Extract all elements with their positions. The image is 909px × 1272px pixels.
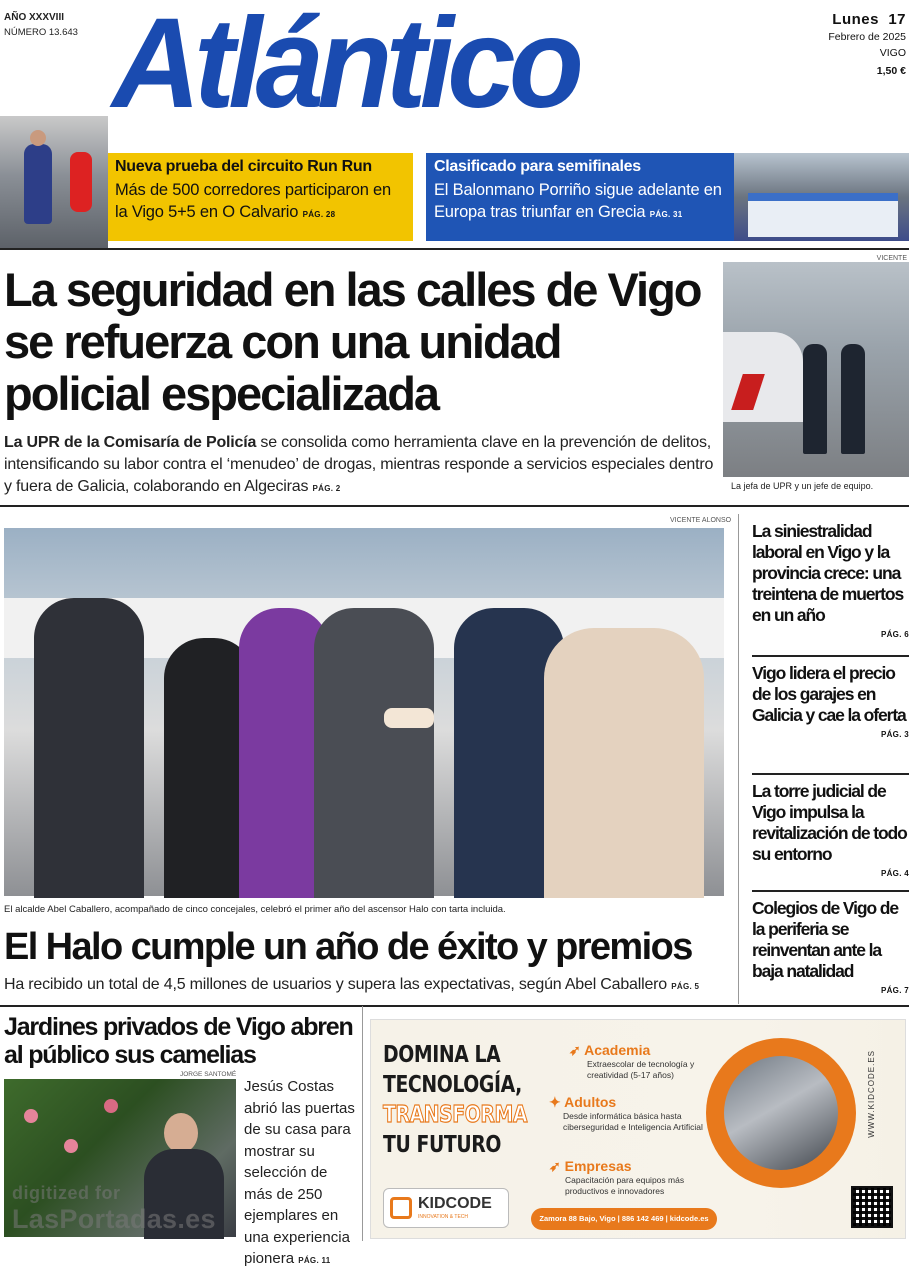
- kidcode-ad[interactable]: [370, 1019, 906, 1239]
- edition-year: AÑO XXXVIII: [4, 12, 65, 23]
- kidcode-logo-icon: [390, 1197, 412, 1219]
- camelias-text: Jesús Costas abrió las puertas de su casa para mostrar su selección de más de 250 ejemplares en una experiencia pionera PÁG. 11: [244, 1078, 355, 1267]
- qr-code-icon: [851, 1186, 893, 1228]
- ad-brand-name: KIDCODE: [418, 1195, 492, 1212]
- bulb-icon: ✦: [549, 1094, 561, 1110]
- promo-balonmano[interactable]: [426, 153, 734, 241]
- promo-balonmano-page: PÁG. 31: [649, 210, 683, 219]
- sidebar-item-page: PÁG. 3: [880, 730, 909, 739]
- sidebar-item-colegios[interactable]: [752, 890, 909, 995]
- camelias-photo-credit: JORGE SANTOMÉ: [180, 1071, 237, 1078]
- lead-summary-bold: La UPR de la Comisaría de Policía: [4, 434, 257, 451]
- promo-runner-photo: [0, 116, 108, 249]
- divider: [0, 505, 909, 507]
- ad-section-academia: ➶ Academia Extraescolar de tecnología y creatividad (5-17 años): [569, 1042, 695, 1080]
- camelias-headline: Jardines privados de Vigo abren al público sus camelias: [4, 1013, 353, 1069]
- date-month-year: Febrero de 2025: [828, 31, 906, 43]
- ad-website: WWW.KIDCODE.ES: [867, 1050, 876, 1138]
- divider: [0, 248, 909, 250]
- sidebar-item-title: La siniestralidad laboral en Vigo y la provincia crece: una treintena de muertos en un año: [752, 521, 904, 625]
- halo-photo-credit: VICENTE ALONSO: [670, 517, 732, 524]
- sidebar-item-garajes[interactable]: [752, 655, 909, 739]
- divider: [0, 1005, 909, 1007]
- sidebar-item-title: Colegios de Vigo de la periferia se reinventan ante la baja natalidad: [752, 898, 899, 981]
- ad-slogan: [383, 1040, 527, 1160]
- halo-subhead: Ha recibido un total de 4,5 millones de usuarios y supera las expectativas, según Abel Caballero PÁG. 5: [4, 976, 700, 993]
- lead-photo: [723, 262, 909, 477]
- ad-photo: [706, 1038, 856, 1188]
- date-number: 17: [888, 11, 906, 28]
- promo-run-title: Nueva prueba del circuito Run Run: [115, 158, 372, 175]
- watermark-line2: LasPortadas.es: [12, 1204, 216, 1234]
- ad-slogan-line1: DOMINA LA: [383, 1042, 501, 1068]
- lead-summary: [4, 432, 716, 500]
- halo-photo-caption: El alcalde Abel Caballero, acompañado de cinco concejales, celebró el primer año del ascensor Halo con tarta incluida.: [4, 904, 506, 915]
- lead-photo-credit: VICENTE: [876, 255, 907, 262]
- camelias-page: PÁG. 11: [298, 1256, 331, 1265]
- ad-brand: [383, 1188, 509, 1228]
- lead-headline: La seguridad en las calles de Vigo se refuerza con una unidad policial especializada: [4, 263, 701, 420]
- promo-team-photo: [734, 153, 909, 241]
- promo-balonmano-text: El Balonmano Porriño sigue adelante en Europa tras triunfar en Grecia PÁG. 31: [434, 181, 722, 221]
- ad-section-empresas: ➶ Empresas Capacitación para equipos más productivos e innovadores: [549, 1158, 685, 1196]
- lead-summary-text: se consolida como herramienta clave en la prevención de delitos, intensificando su labor contra el ‘menudeo’ de drogas, mientras responde a servicios especiales dentro y fuera de Galicia, colaborando en Algeciras: [4, 434, 714, 495]
- rocket-icon: ➶: [569, 1042, 581, 1058]
- edition-city: VIGO: [879, 47, 906, 59]
- sidebar-item-siniestralidad[interactable]: [752, 515, 909, 639]
- watermark-line1: digitized for: [12, 1183, 121, 1203]
- sidebar-item-title: Vigo lidera el precio de los garajes en Galicia y cae la oferta: [752, 663, 906, 725]
- promo-balonmano-title: Clasificado para semifinales: [434, 158, 641, 175]
- promo-run-page: PÁG. 28: [302, 210, 336, 219]
- halo-headline: El Halo cumple un año de éxito y premios: [4, 926, 692, 968]
- sidebar-item-page: PÁG. 6: [880, 630, 909, 639]
- divider: [362, 1006, 363, 1241]
- promo-run-text: Más de 500 corredores participaron en la Vigo 5+5 en O Calvario PÁG. 28: [115, 181, 392, 221]
- rocket-icon: ➶: [549, 1158, 561, 1174]
- sidebar-item-title: La torre judicial de Vigo impulsa la revitalización de todo su entorno: [752, 781, 907, 864]
- ad-section-adultos: ✦ Adultos Desde informática básica hasta ciberseguridad e Inteligencia Artificial: [549, 1094, 703, 1132]
- ad-address: Zamora 88 Bajo, Vigo | 886 142 469 | kidcode.es: [531, 1208, 717, 1230]
- masthead-logo: Atlántico: [112, 0, 578, 135]
- sidebar-item-torre-judicial[interactable]: [752, 773, 909, 878]
- date-day: Lunes: [832, 11, 879, 28]
- sidebar-item-page: PÁG. 7: [880, 986, 909, 995]
- ad-slogan-line2: TECNOLOGÍA,: [383, 1072, 522, 1098]
- ad-slogan-line4: TU FUTURO: [383, 1132, 501, 1158]
- ad-slogan-line3: TRANSFORMA: [383, 1102, 528, 1128]
- ad-brand-tag: INNOVATION & TECH: [418, 1214, 469, 1220]
- halo-page: PÁG. 5: [671, 982, 700, 991]
- lead-page: PÁG. 2: [312, 484, 341, 493]
- halo-photo: [4, 528, 724, 896]
- sidebar-item-page: PÁG. 4: [880, 869, 909, 878]
- masthead-date: [828, 12, 906, 77]
- edition-number: NÚMERO 13.643: [4, 27, 78, 38]
- lead-photo-caption: La jefa de UPR y un jefe de equipo.: [731, 481, 874, 491]
- promo-run-run[interactable]: [108, 153, 413, 241]
- price: 1,50 €: [876, 65, 906, 77]
- sidebar-divider: [738, 514, 739, 1004]
